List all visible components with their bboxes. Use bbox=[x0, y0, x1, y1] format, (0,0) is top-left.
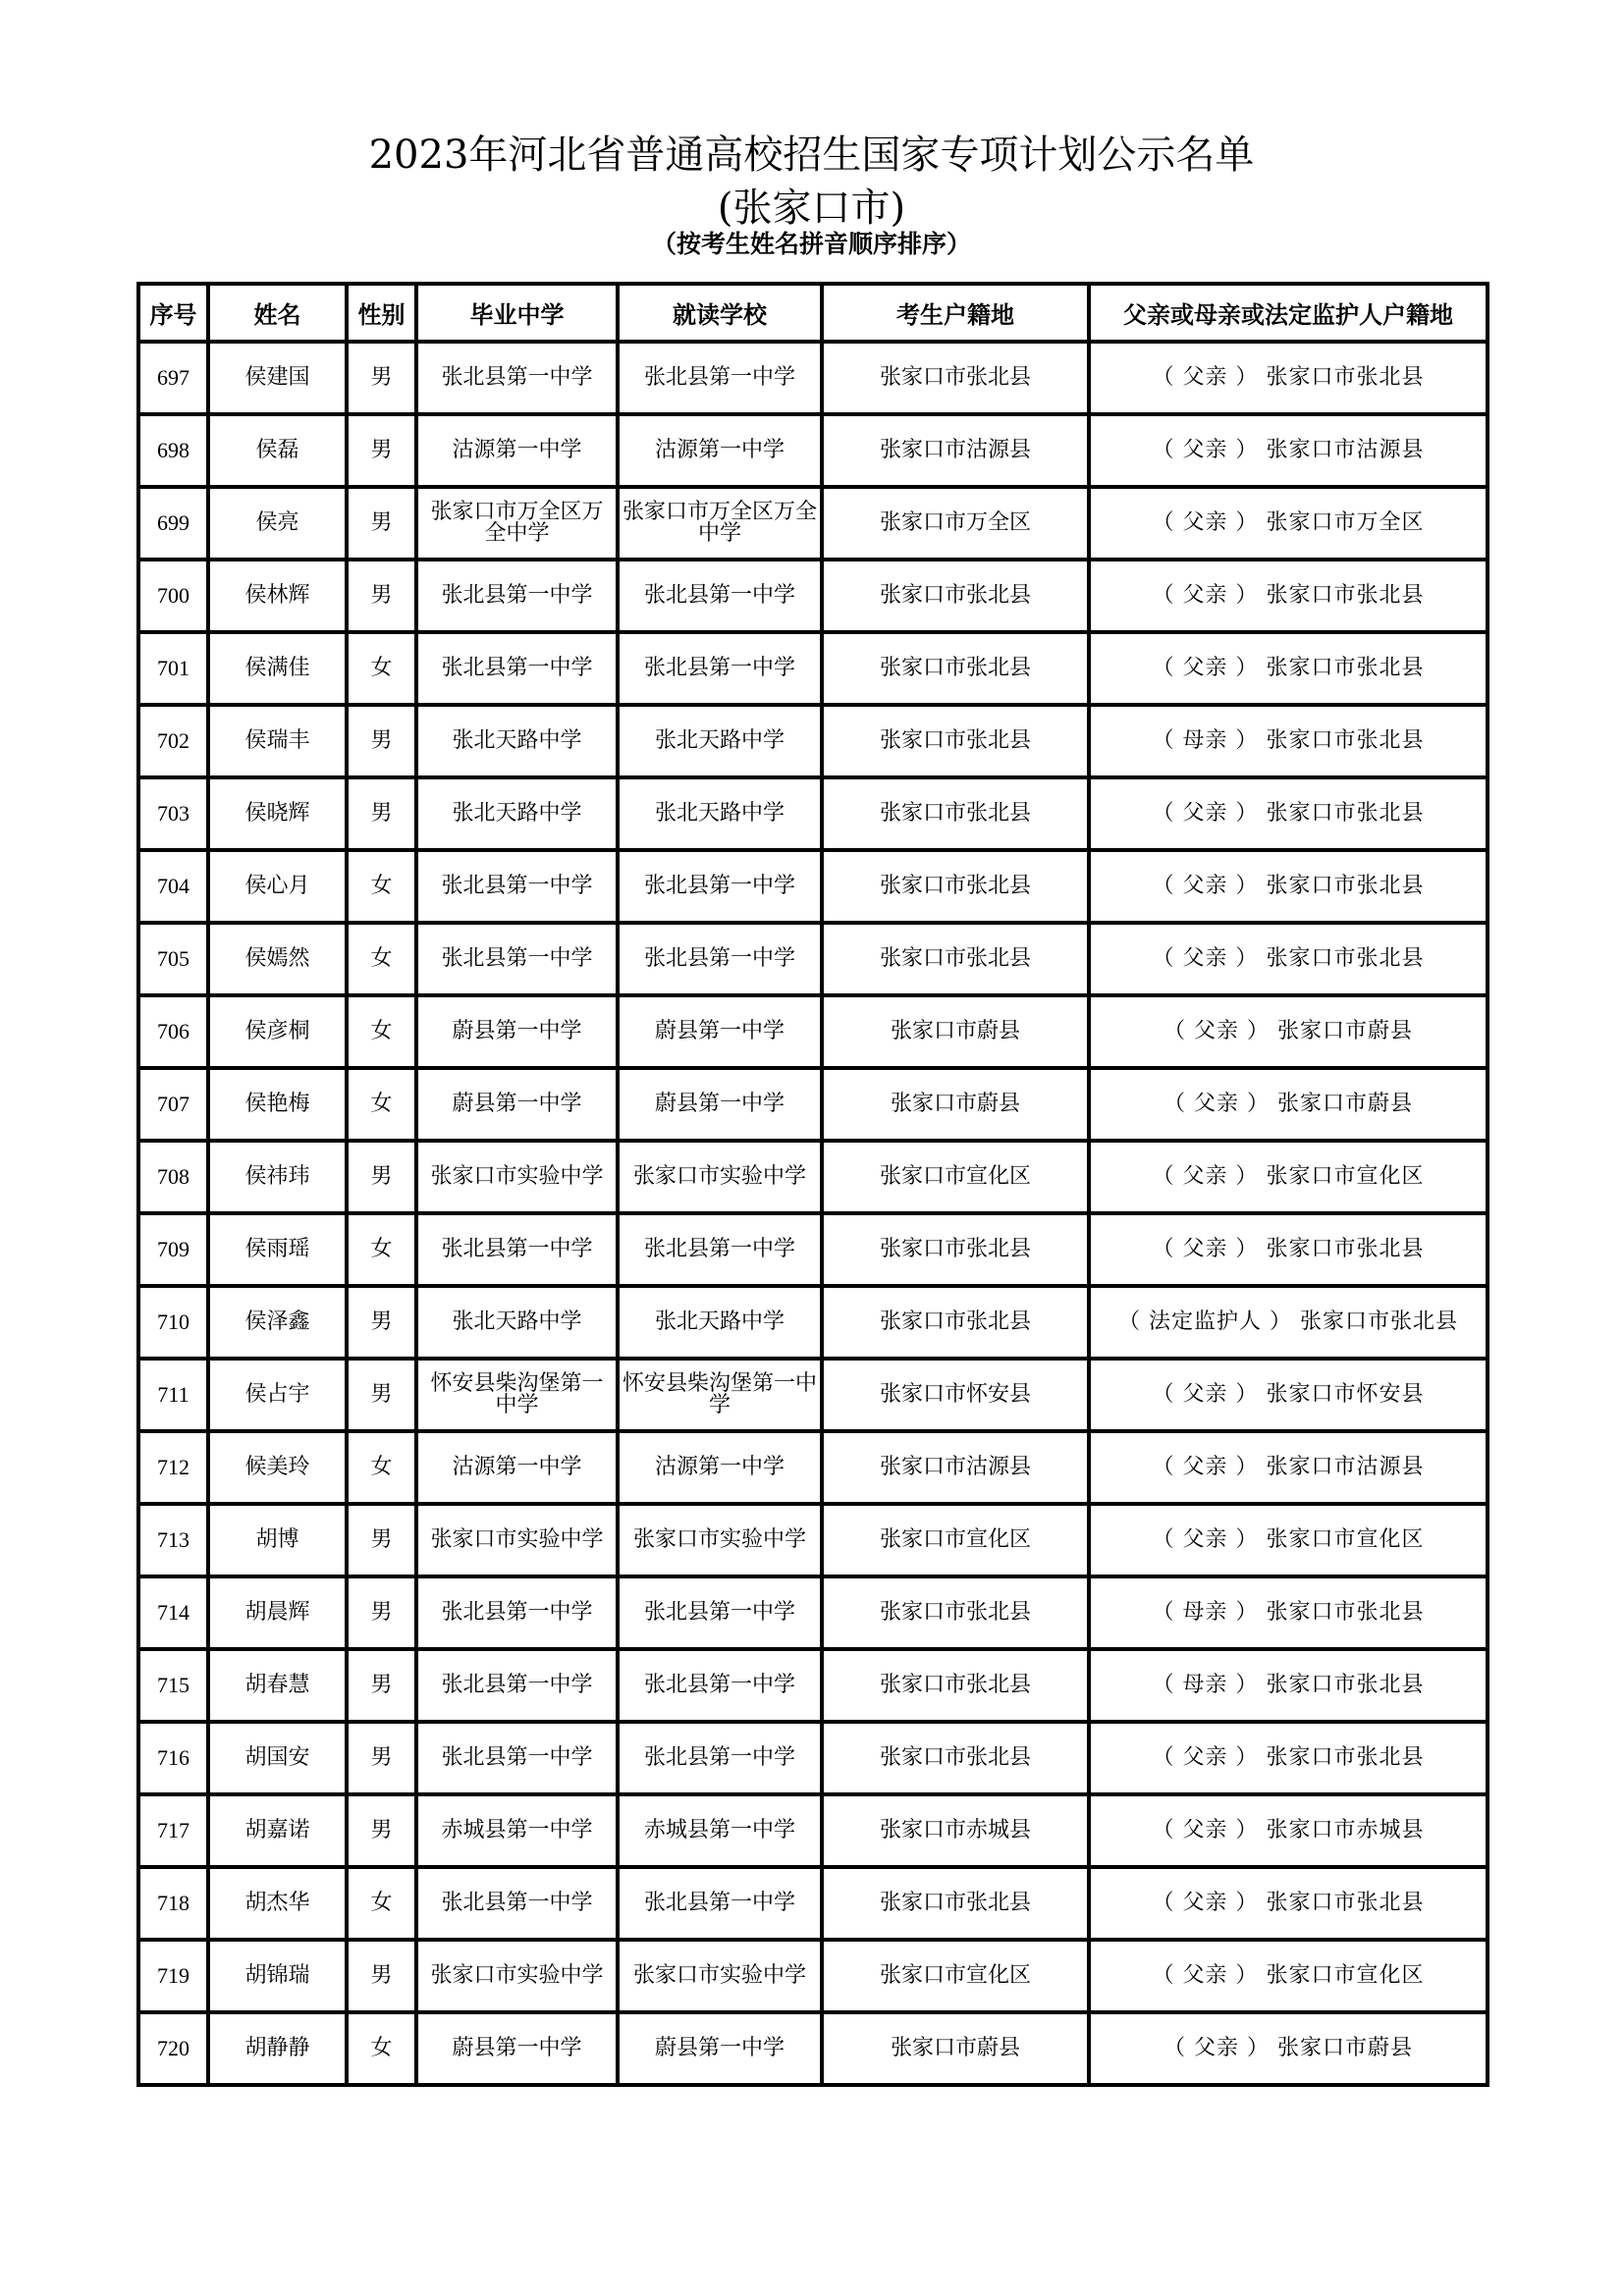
cell-guardian-hukou: （ 父亲 ） 张家口市张北县 bbox=[1089, 1213, 1488, 1286]
cell-name: 侯艳梅 bbox=[208, 1068, 347, 1141]
cell-seq: 720 bbox=[138, 2012, 208, 2085]
cell-name: 侯林辉 bbox=[208, 560, 347, 632]
cell-seq: 707 bbox=[138, 1068, 208, 1141]
cell-seq: 703 bbox=[138, 777, 208, 850]
column-header-hukou: 考生户籍地 bbox=[822, 284, 1089, 342]
cell-current-school: 张北县第一中学 bbox=[618, 1867, 822, 1940]
table-row bbox=[138, 1940, 1488, 2012]
cell-name: 胡静静 bbox=[208, 2012, 347, 2085]
cell-gender: 男 bbox=[347, 1359, 416, 1431]
table-row bbox=[138, 632, 1488, 705]
cell-seq: 708 bbox=[138, 1141, 208, 1213]
cell-current-school: 蔚县第一中学 bbox=[618, 2012, 822, 2085]
cell-grad-school: 张北县第一中学 bbox=[416, 923, 618, 995]
cell-grad-school: 张北县第一中学 bbox=[416, 632, 618, 705]
cell-hukou: 张家口市张北县 bbox=[822, 1722, 1089, 1794]
cell-hukou: 张家口市张北县 bbox=[822, 777, 1089, 850]
cell-name: 侯建国 bbox=[208, 342, 347, 414]
cell-current-school: 张家口市实验中学 bbox=[618, 1504, 822, 1576]
table-row bbox=[138, 777, 1488, 850]
table-row bbox=[138, 2012, 1488, 2085]
cell-grad-school: 张北天路中学 bbox=[416, 1286, 618, 1359]
table-row bbox=[138, 705, 1488, 777]
cell-current-school: 张北天路中学 bbox=[618, 705, 822, 777]
cell-grad-school: 张北县第一中学 bbox=[416, 560, 618, 632]
cell-guardian-hukou: （ 父亲 ） 张家口市张北县 bbox=[1089, 850, 1488, 923]
cell-gender: 女 bbox=[347, 2012, 416, 2085]
cell-grad-school: 张北县第一中学 bbox=[416, 1576, 618, 1649]
cell-name: 侯占宇 bbox=[208, 1359, 347, 1431]
cell-name: 胡国安 bbox=[208, 1722, 347, 1794]
column-header-name: 姓名 bbox=[208, 284, 347, 342]
cell-hukou: 张家口市沽源县 bbox=[822, 1431, 1089, 1504]
table-header-row bbox=[138, 284, 1488, 342]
column-header-grad-school: 毕业中学 bbox=[416, 284, 618, 342]
cell-hukou: 张家口市张北县 bbox=[822, 850, 1089, 923]
cell-guardian-hukou: （ 父亲 ） 张家口市沽源县 bbox=[1089, 414, 1488, 487]
table-row bbox=[138, 923, 1488, 995]
cell-name: 胡锦瑞 bbox=[208, 1940, 347, 2012]
cell-hukou: 张家口市张北县 bbox=[822, 1576, 1089, 1649]
cell-guardian-hukou: （ 父亲 ） 张家口市蔚县 bbox=[1089, 2012, 1488, 2085]
cell-current-school: 张家口市实验中学 bbox=[618, 1141, 822, 1213]
cell-seq: 712 bbox=[138, 1431, 208, 1504]
cell-current-school: 蔚县第一中学 bbox=[618, 995, 822, 1068]
cell-guardian-hukou: （ 父亲 ） 张家口市宣化区 bbox=[1089, 1141, 1488, 1213]
cell-guardian-hukou: （ 法定监护人 ） 张家口市张北县 bbox=[1089, 1286, 1488, 1359]
cell-grad-school: 张北县第一中学 bbox=[416, 342, 618, 414]
cell-hukou: 张家口市张北县 bbox=[822, 1286, 1089, 1359]
table-body bbox=[138, 342, 1488, 2085]
cell-guardian-hukou: （ 父亲 ） 张家口市宣化区 bbox=[1089, 1504, 1488, 1576]
cell-hukou: 张家口市张北县 bbox=[822, 1649, 1089, 1722]
cell-current-school: 张北县第一中学 bbox=[618, 560, 822, 632]
cell-seq: 710 bbox=[138, 1286, 208, 1359]
cell-current-school: 张北县第一中学 bbox=[618, 632, 822, 705]
cell-name: 胡博 bbox=[208, 1504, 347, 1576]
cell-seq: 701 bbox=[138, 632, 208, 705]
cell-seq: 702 bbox=[138, 705, 208, 777]
cell-guardian-hukou: （ 父亲 ） 张家口市张北县 bbox=[1089, 1867, 1488, 1940]
cell-current-school: 张家口市万全区万全中学 bbox=[618, 487, 822, 560]
cell-grad-school: 赤城县第一中学 bbox=[416, 1794, 618, 1867]
cell-seq: 699 bbox=[138, 487, 208, 560]
cell-seq: 697 bbox=[138, 342, 208, 414]
cell-seq: 719 bbox=[138, 1940, 208, 2012]
cell-grad-school: 张北县第一中学 bbox=[416, 1213, 618, 1286]
cell-gender: 男 bbox=[347, 1504, 416, 1576]
cell-seq: 709 bbox=[138, 1213, 208, 1286]
table-row bbox=[138, 1722, 1488, 1794]
cell-gender: 男 bbox=[347, 342, 416, 414]
cell-guardian-hukou: （ 母亲 ） 张家口市张北县 bbox=[1089, 1576, 1488, 1649]
cell-name: 侯泽鑫 bbox=[208, 1286, 347, 1359]
cell-hukou: 张家口市张北县 bbox=[822, 342, 1089, 414]
cell-name: 侯雨瑶 bbox=[208, 1213, 347, 1286]
cell-hukou: 张家口市怀安县 bbox=[822, 1359, 1089, 1431]
cell-current-school: 怀安县柴沟堡第一中学 bbox=[618, 1359, 822, 1431]
cell-current-school: 张北天路中学 bbox=[618, 1286, 822, 1359]
cell-gender: 男 bbox=[347, 1141, 416, 1213]
cell-name: 侯嫣然 bbox=[208, 923, 347, 995]
table-row bbox=[138, 414, 1488, 487]
cell-current-school: 张北县第一中学 bbox=[618, 1722, 822, 1794]
cell-gender: 男 bbox=[347, 1649, 416, 1722]
cell-guardian-hukou: （ 母亲 ） 张家口市张北县 bbox=[1089, 705, 1488, 777]
cell-seq: 714 bbox=[138, 1576, 208, 1649]
table-row bbox=[138, 1794, 1488, 1867]
table-row bbox=[138, 850, 1488, 923]
cell-grad-school: 沽源第一中学 bbox=[416, 414, 618, 487]
cell-hukou: 张家口市张北县 bbox=[822, 632, 1089, 705]
cell-guardian-hukou: （ 父亲 ） 张家口市张北县 bbox=[1089, 632, 1488, 705]
cell-hukou: 张家口市万全区 bbox=[822, 487, 1089, 560]
table-row bbox=[138, 1649, 1488, 1722]
cell-grad-school: 张家口市实验中学 bbox=[416, 1504, 618, 1576]
cell-guardian-hukou: （ 父亲 ） 张家口市蔚县 bbox=[1089, 995, 1488, 1068]
cell-name: 侯祎玮 bbox=[208, 1141, 347, 1213]
cell-hukou: 张家口市张北县 bbox=[822, 1867, 1089, 1940]
column-header-current-school: 就读学校 bbox=[618, 284, 822, 342]
column-header-seq: 序号 bbox=[138, 284, 208, 342]
cell-name: 侯满佳 bbox=[208, 632, 347, 705]
cell-gender: 女 bbox=[347, 1068, 416, 1141]
cell-gender: 女 bbox=[347, 1867, 416, 1940]
document-subtitle: （按考生姓名拼音顺序排序） bbox=[651, 230, 971, 258]
cell-name: 侯晓辉 bbox=[208, 777, 347, 850]
cell-hukou: 张家口市张北县 bbox=[822, 705, 1089, 777]
cell-grad-school: 张家口市实验中学 bbox=[416, 1940, 618, 2012]
cell-grad-school: 张北县第一中学 bbox=[416, 1867, 618, 1940]
cell-seq: 717 bbox=[138, 1794, 208, 1867]
cell-seq: 705 bbox=[138, 923, 208, 995]
cell-grad-school: 张北天路中学 bbox=[416, 705, 618, 777]
cell-gender: 女 bbox=[347, 1431, 416, 1504]
cell-name: 胡春慧 bbox=[208, 1649, 347, 1722]
cell-name: 侯亮 bbox=[208, 487, 347, 560]
cell-hukou: 张家口市宣化区 bbox=[822, 1940, 1089, 2012]
cell-gender: 男 bbox=[347, 1576, 416, 1649]
cell-name: 胡杰华 bbox=[208, 1867, 347, 1940]
cell-name: 侯心月 bbox=[208, 850, 347, 923]
cell-name: 侯彦桐 bbox=[208, 995, 347, 1068]
cell-current-school: 张北县第一中学 bbox=[618, 1576, 822, 1649]
cell-hukou: 张家口市张北县 bbox=[822, 560, 1089, 632]
cell-gender: 男 bbox=[347, 1286, 416, 1359]
cell-seq: 706 bbox=[138, 995, 208, 1068]
table-row bbox=[138, 995, 1488, 1068]
cell-guardian-hukou: （ 父亲 ） 张家口市万全区 bbox=[1089, 487, 1488, 560]
cell-grad-school: 沽源第一中学 bbox=[416, 1431, 618, 1504]
cell-current-school: 沽源第一中学 bbox=[618, 1431, 822, 1504]
cell-grad-school: 张家口市实验中学 bbox=[416, 1141, 618, 1213]
cell-gender: 男 bbox=[347, 1940, 416, 2012]
cell-guardian-hukou: （ 父亲 ） 张家口市张北县 bbox=[1089, 777, 1488, 850]
cell-name: 胡晨辉 bbox=[208, 1576, 347, 1649]
cell-current-school: 张家口市实验中学 bbox=[618, 1940, 822, 2012]
cell-hukou: 张家口市蔚县 bbox=[822, 995, 1089, 1068]
cell-seq: 715 bbox=[138, 1649, 208, 1722]
column-header-gender: 性别 bbox=[347, 284, 416, 342]
cell-grad-school: 蔚县第一中学 bbox=[416, 995, 618, 1068]
cell-hukou: 张家口市蔚县 bbox=[822, 2012, 1089, 2085]
cell-hukou: 张家口市赤城县 bbox=[822, 1794, 1089, 1867]
cell-grad-school: 张北县第一中学 bbox=[416, 1649, 618, 1722]
cell-grad-school: 怀安县柴沟堡第一中学 bbox=[416, 1359, 618, 1431]
table-row bbox=[138, 1141, 1488, 1213]
cell-current-school: 张北县第一中学 bbox=[618, 342, 822, 414]
cell-current-school: 赤城县第一中学 bbox=[618, 1794, 822, 1867]
cell-grad-school: 张北县第一中学 bbox=[416, 1722, 618, 1794]
cell-guardian-hukou: （ 父亲 ） 张家口市张北县 bbox=[1089, 1722, 1488, 1794]
cell-current-school: 张北县第一中学 bbox=[618, 923, 822, 995]
cell-gender: 男 bbox=[347, 560, 416, 632]
cell-seq: 718 bbox=[138, 1867, 208, 1940]
table-row bbox=[138, 1286, 1488, 1359]
cell-guardian-hukou: （ 父亲 ） 张家口市张北县 bbox=[1089, 923, 1488, 995]
table-row bbox=[138, 1359, 1488, 1431]
cell-current-school: 张北县第一中学 bbox=[618, 850, 822, 923]
document-title: 2023年河北省普通高校招生国家专项计划公示名单 bbox=[368, 133, 1255, 178]
document-region: (张家口市) bbox=[717, 186, 906, 231]
cell-seq: 713 bbox=[138, 1504, 208, 1576]
cell-name: 侯磊 bbox=[208, 414, 347, 487]
cell-gender: 男 bbox=[347, 487, 416, 560]
cell-seq: 704 bbox=[138, 850, 208, 923]
cell-current-school: 蔚县第一中学 bbox=[618, 1068, 822, 1141]
cell-guardian-hukou: （ 父亲 ） 张家口市宣化区 bbox=[1089, 1940, 1488, 2012]
table-row bbox=[138, 1504, 1488, 1576]
cell-current-school: 张北县第一中学 bbox=[618, 1213, 822, 1286]
cell-seq: 700 bbox=[138, 560, 208, 632]
cell-seq: 698 bbox=[138, 414, 208, 487]
cell-gender: 男 bbox=[347, 777, 416, 850]
cell-grad-school: 张家口市万全区万全中学 bbox=[416, 487, 618, 560]
cell-hukou: 张家口市沽源县 bbox=[822, 414, 1089, 487]
cell-gender: 男 bbox=[347, 705, 416, 777]
cell-hukou: 张家口市张北县 bbox=[822, 1213, 1089, 1286]
cell-gender: 女 bbox=[347, 1213, 416, 1286]
column-header-guardian-hukou: 父亲或母亲或法定监护人户籍地 bbox=[1089, 284, 1488, 342]
cell-hukou: 张家口市宣化区 bbox=[822, 1504, 1089, 1576]
cell-guardian-hukou: （ 父亲 ） 张家口市赤城县 bbox=[1089, 1794, 1488, 1867]
cell-guardian-hukou: （ 父亲 ） 张家口市怀安县 bbox=[1089, 1359, 1488, 1431]
cell-guardian-hukou: （ 父亲 ） 张家口市沽源县 bbox=[1089, 1431, 1488, 1504]
cell-hukou: 张家口市张北县 bbox=[822, 923, 1089, 995]
cell-gender: 女 bbox=[347, 923, 416, 995]
cell-gender: 女 bbox=[347, 632, 416, 705]
cell-gender: 男 bbox=[347, 414, 416, 487]
cell-grad-school: 蔚县第一中学 bbox=[416, 2012, 618, 2085]
cell-hukou: 张家口市蔚县 bbox=[822, 1068, 1089, 1141]
table-row bbox=[138, 560, 1488, 632]
table-row bbox=[138, 1576, 1488, 1649]
cell-gender: 女 bbox=[347, 995, 416, 1068]
table-row bbox=[138, 1867, 1488, 1940]
cell-grad-school: 张北县第一中学 bbox=[416, 850, 618, 923]
cell-current-school: 沽源第一中学 bbox=[618, 414, 822, 487]
cell-name: 候美玲 bbox=[208, 1431, 347, 1504]
table-row bbox=[138, 1213, 1488, 1286]
cell-current-school: 张北天路中学 bbox=[618, 777, 822, 850]
cell-guardian-hukou: （ 父亲 ） 张家口市蔚县 bbox=[1089, 1068, 1488, 1141]
cell-name: 侯瑞丰 bbox=[208, 705, 347, 777]
cell-gender: 女 bbox=[347, 850, 416, 923]
table-row bbox=[138, 342, 1488, 414]
cell-name: 胡嘉诺 bbox=[208, 1794, 347, 1867]
table-row bbox=[138, 1068, 1488, 1141]
cell-seq: 711 bbox=[138, 1359, 208, 1431]
cell-seq: 716 bbox=[138, 1722, 208, 1794]
cell-guardian-hukou: （ 母亲 ） 张家口市张北县 bbox=[1089, 1649, 1488, 1722]
cell-guardian-hukou: （ 父亲 ） 张家口市张北县 bbox=[1089, 560, 1488, 632]
cell-guardian-hukou: （ 父亲 ） 张家口市张北县 bbox=[1089, 342, 1488, 414]
table-row bbox=[138, 1431, 1488, 1504]
cell-grad-school: 张北天路中学 bbox=[416, 777, 618, 850]
cell-grad-school: 蔚县第一中学 bbox=[416, 1068, 618, 1141]
cell-gender: 男 bbox=[347, 1722, 416, 1794]
cell-hukou: 张家口市宣化区 bbox=[822, 1141, 1089, 1213]
roster-table bbox=[136, 282, 1489, 2087]
table-row bbox=[138, 487, 1488, 560]
cell-current-school: 张北县第一中学 bbox=[618, 1649, 822, 1722]
cell-gender: 男 bbox=[347, 1794, 416, 1867]
